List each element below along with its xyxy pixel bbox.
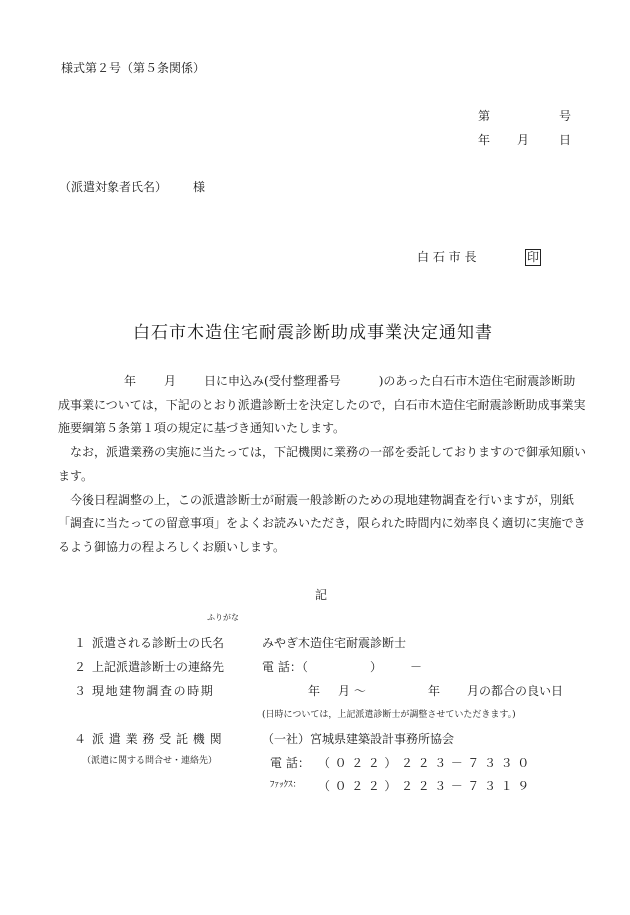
p1-year: 年 (124, 374, 137, 388)
item-4-org: （一社）宮城県建築設計事務所協会 (262, 732, 455, 746)
item-2-label: 上記派遣診断士の連絡先 (92, 660, 225, 674)
item-1-value: みやぎ木造住宅耐震診断士 (262, 636, 407, 650)
number-dai: 第 (478, 109, 491, 123)
item-2-num: ２ (74, 660, 87, 674)
date-month: 月 (517, 133, 530, 147)
item-4-fax-label: ﾌｧｯｸｽ： (270, 780, 302, 790)
item-4-phone-label: 電 話： (270, 756, 310, 770)
item-3-year2: 年 (428, 684, 441, 698)
body-text (58, 370, 586, 560)
item-1-num: １ (74, 636, 87, 650)
number-go: 号 (559, 109, 572, 123)
item-4-phone: （０２２）２２３－７３３０ (318, 756, 534, 770)
recipient-name-placeholder: （派遣対象者氏名） (59, 180, 168, 194)
item-4-label: 派遣業務受託機関 (92, 732, 227, 746)
p1-rest: )のあった白石市木造住宅耐震診断助成事業については，下記のとおり派遣診断士を決定したので，白石市木造住宅耐震診断助成事業実施要綱第５条第１項の規定に基づき通知いたします。 (58, 374, 586, 436)
furigana-label: ふりがな (207, 613, 239, 622)
item-3-num: ３ (74, 684, 87, 698)
date-day: 日 (559, 133, 572, 147)
item-2-phone-mid: ） (370, 660, 383, 674)
form-label: 様式第２号（第５条関係） (61, 61, 206, 75)
item-4-fax: （０２２）２２３－７３１９ (318, 779, 534, 793)
issuer-title: 白 石 市 長 (417, 250, 477, 264)
paragraph-2: なお，派遣業務の実施に当たっては，下記機関に業務の一部を委託しておりますので御承知願います。 (58, 445, 587, 483)
paragraph-1 (58, 370, 586, 441)
document-title: 白石市木造住宅耐震診断助成事業決定通知書 (133, 323, 493, 343)
item-2-phone-label: 電 話：（ (262, 660, 308, 674)
item-1-label: 派遣される診断士の氏名 (92, 636, 225, 650)
issuer-seal: 印 (527, 250, 540, 264)
item-2-phone-dash: － (410, 660, 423, 674)
item-3-note: (日時については，上記派遣診断士が調整させていただきます。) (262, 710, 516, 720)
item-3-month1: 月 ～ (338, 684, 366, 698)
item-3-year1: 年 (308, 684, 321, 698)
p1-month: 月 (164, 374, 177, 388)
paragraph-3: 今後日程調整の上，この派遣診断士が耐震一般診断のための現地建物調査を行いますが，別紙「調査に当たっての留意事項」をよくお読みいただき，限られた時間内に効率良く適切に実施できるよう御協力の程よろしくお願いします。 (58, 492, 586, 554)
item-4-sublabel: （派遣に関する問合せ・連絡先） (82, 756, 218, 766)
item-4-num: ４ (74, 732, 87, 746)
item-3-month2: 月の都合の良い日 (467, 684, 564, 698)
date-year: 年 (478, 133, 491, 147)
notes-heading: 記 (315, 588, 328, 602)
recipient-honorific: 様 (193, 180, 206, 194)
p1-day-text: 日に申込み(受付整理番号 (204, 374, 341, 388)
item-3-label: 現地建物調査の時期 (92, 684, 215, 698)
